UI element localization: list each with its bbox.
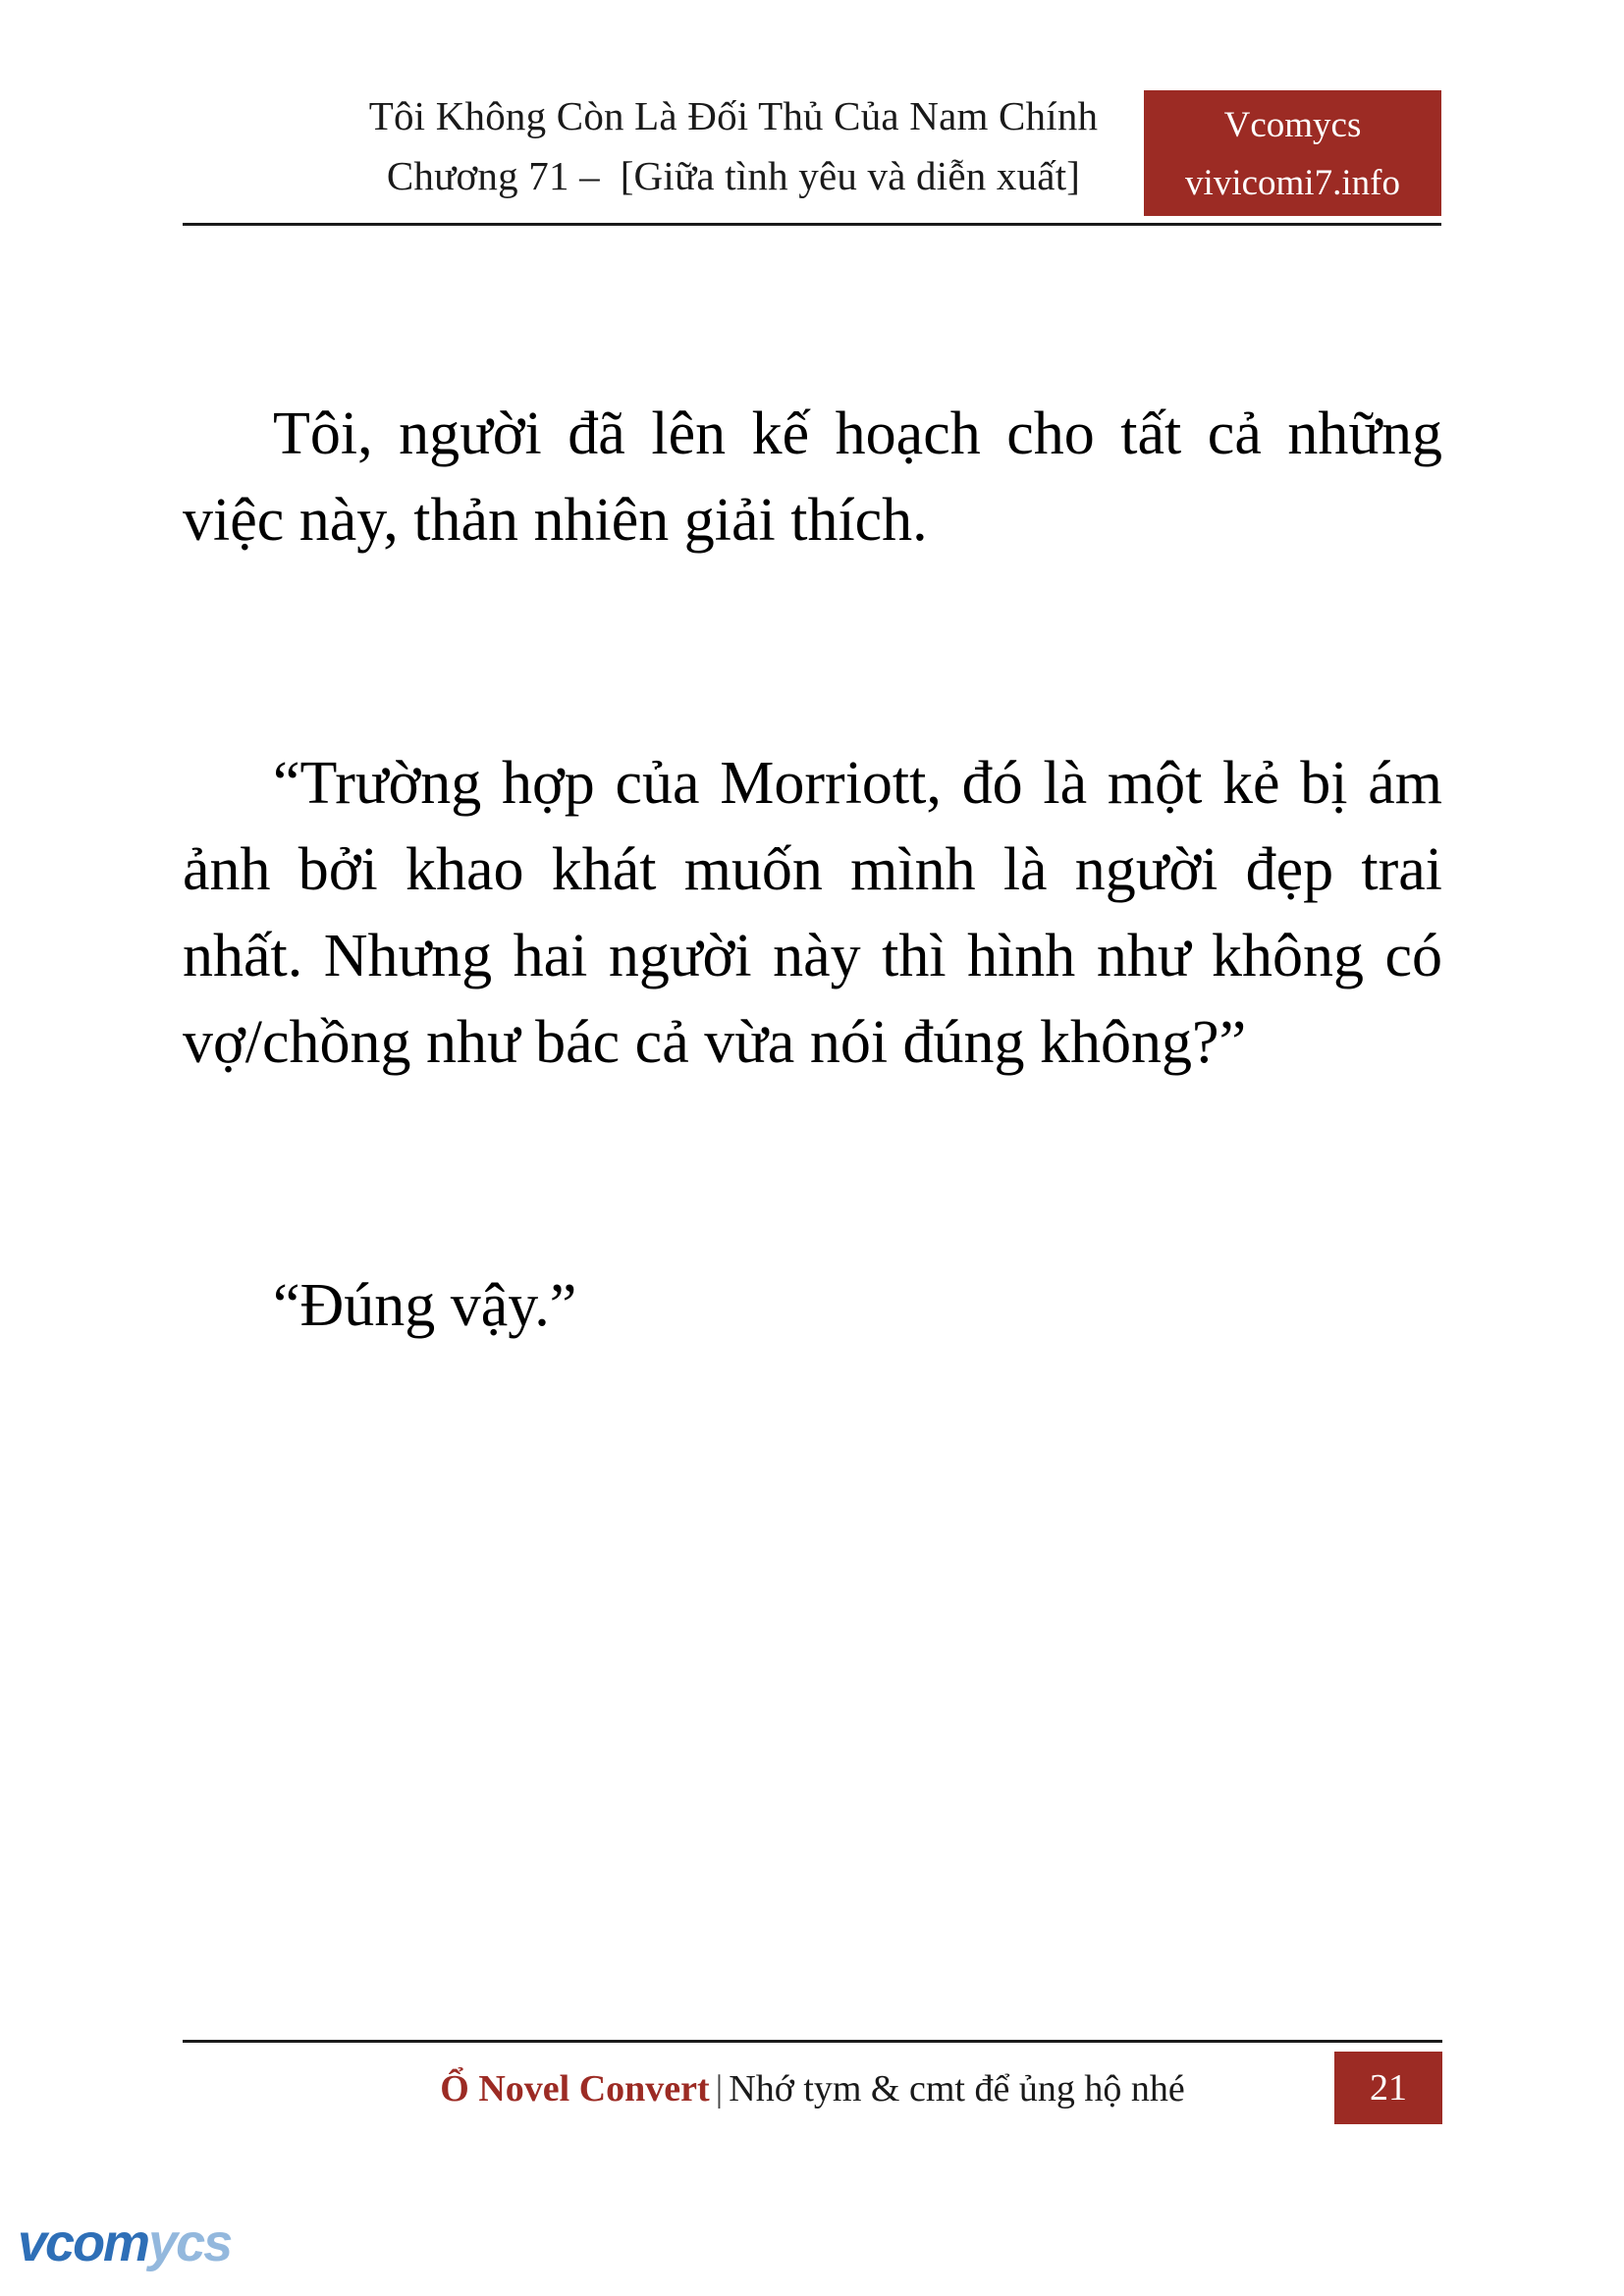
footer-inner — [183, 2052, 1442, 2124]
watermark-text — [18, 2208, 244, 2278]
page-header — [183, 86, 1441, 224]
page-footer — [183, 2040, 1442, 2124]
paragraph: “Trường hợp của Morriott, đó là một kẻ bị ám ảnh bởi khao khát muốn mình là người đẹp trai nhất. Nhưng hai người này thì hình như không có vợ/chồng như bác cả vừa nói đúng không?” — [183, 750, 1442, 1076]
header-title-line1: Tôi Không Còn Là Đối Thủ Của Nam Chính — [368, 93, 1099, 138]
paragraph-spacer — [183, 1180, 1442, 1262]
site-badge-url: vivicomi7.info — [1185, 163, 1400, 203]
footer-credit — [183, 2061, 1442, 2116]
footer-separator: | — [715, 2068, 724, 2109]
site-badge — [1144, 90, 1441, 216]
paragraph: “Đúng vậy.” — [273, 1272, 577, 1339]
footer-brand: Ổ Novel Convert — [440, 2068, 710, 2109]
watermark-text-main: vcom — [18, 2214, 149, 2272]
header-title-block — [183, 86, 1284, 206]
paragraph: Tôi, người đã lên kế hoạch cho tất cả những việc này, thản nhiên giải thích. — [183, 400, 1442, 554]
footer-note: Nhớ tym & cmt để ủng hộ nhé — [729, 2068, 1185, 2109]
header-divider — [183, 223, 1441, 226]
watermark-text-dim: ycs — [148, 2214, 232, 2272]
footer-divider — [183, 2040, 1442, 2043]
paragraph-spacer — [183, 658, 1442, 740]
page-number: 21 — [1334, 2052, 1442, 2124]
header-title-line2: Chương 71 – [Giữa tình yêu và diễn xuất] — [386, 153, 1081, 198]
page-content — [183, 391, 1442, 1443]
watermark-logo — [18, 2208, 244, 2278]
site-badge-name: Vcomycs — [1223, 105, 1362, 145]
